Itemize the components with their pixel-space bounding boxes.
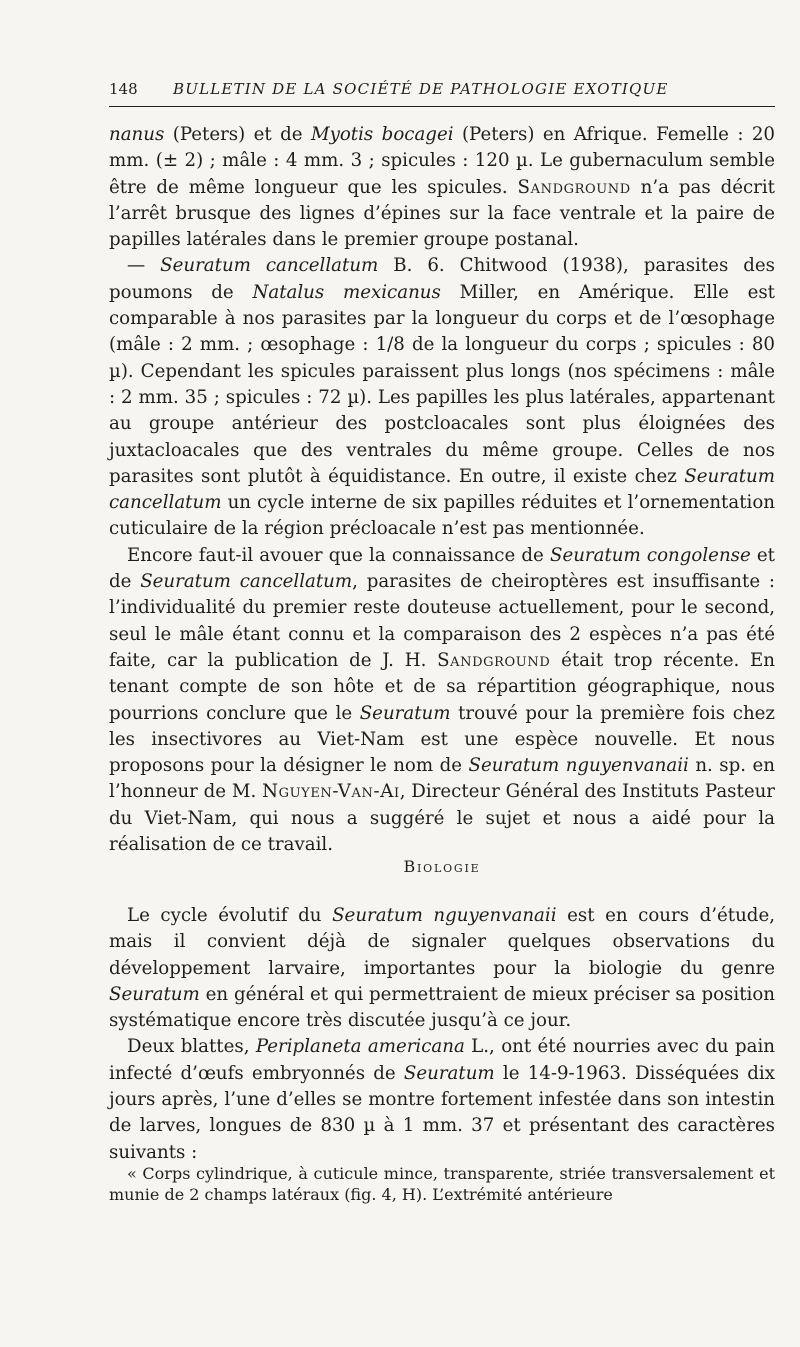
text-span: un cycle interne de six papilles réduites et l’ornementation cuticulaire de la région précloacale n’est pas mentionnée. bbox=[109, 492, 775, 540]
text-span: (Peters) et de bbox=[164, 124, 311, 145]
italic-span: Seuratum bbox=[109, 983, 200, 1005]
text-span: n. sp. en l’honneur de M. bbox=[109, 755, 776, 803]
text-span: Deux blattes, bbox=[127, 1036, 256, 1058]
text-span: — bbox=[127, 255, 161, 277]
quote-block bbox=[109, 1163, 775, 1205]
paragraph-continuation bbox=[109, 122, 775, 253]
text-span: était trop récente. En tenant compte de son hôte et de sa répartition géographique, nous pourrions conclure que le bbox=[109, 649, 775, 724]
text-span: Encore faut-il avouer que la connaissance de bbox=[127, 544, 550, 566]
text-span: L., ont été nourries avec du pain infecté d’œufs embryonnés de bbox=[109, 1036, 775, 1084]
text-span: (Peters) en Afrique. Femelle : 20 mm. (± 2) ; mâle : 4 mm. 3 ; spicules : 120 µ. Le gubernaculum semble être de même longueur que les spicules. bbox=[109, 124, 776, 198]
italic-span: Seuratum nguyenvanaii bbox=[468, 755, 689, 777]
person-name: Nguyen-Van-Ai bbox=[262, 781, 400, 803]
text-span: , parasites de cheiroptères est insuffisante : l’individualité du premier reste douteuse actuellement, pour le second, seul le mâle étant connu et la comparaison des 2 espèces n’a pas été faite, car la publication de J. H. bbox=[109, 571, 775, 671]
paragraph-blattes bbox=[109, 1034, 775, 1165]
body-text-biologie bbox=[109, 903, 775, 1166]
italic-span: Seuratum bbox=[359, 702, 451, 724]
italic-span: Seuratum congolense bbox=[550, 544, 751, 566]
paragraph-conclusion bbox=[109, 543, 775, 859]
text-span: Miller, en Amérique. Elle est comparable à nos parasites par la longueur du corps et de l’œsophage (mâle : 2 mm. ; œsophage : 1/8 de la longueur du corps ; spicules : 80 µ). Cependant les spicules paraissent plus longs (nos spécimens : mâle : 2 mm. 35 ; spicules : 72 µ). Les papilles les plus latérales, appartenant au groupe antérieur des postcloacales sont plus éloignées des juxtacloacales que des ventrales du même groupe. Celles de nos parasites sont plutôt à équidistance. En outre, il existe chez bbox=[109, 281, 775, 487]
text-span: n’a pas décrit l’arrêt brusque des lignes d’épines sur la face ventrale et la paire de papilles latérales dans le premier groupe postanal. bbox=[109, 176, 775, 251]
text-span: le 14-9-1963. Disséquées dix jours après, l’une d’elles se montre fortement infestée dans son intestin de larves, longues de 830 µ à 1 mm. 37 et présentant des caractères suivants : bbox=[109, 1062, 775, 1163]
text-span: est en cours d’étude, mais il convient déjà de signaler quelques observations du développement larvaire, importantes pour la biologie du genre bbox=[109, 905, 775, 979]
quote-text: « Corps cylindrique, à cuticule mince, transparente, striée transversalement et munie de 2 champs latéraux (fig. 4, H). L’extrémité antérieure bbox=[109, 1164, 775, 1204]
text-span: , Directeur Général des Instituts Pasteur du Viet-Nam, qui nous a suggéré le sujet et nous a aidé pour la réalisation de ce travail. bbox=[109, 781, 775, 856]
italic-span: Seuratum cancellatum bbox=[109, 465, 775, 514]
text-span: Le cycle évolutif du bbox=[127, 905, 333, 926]
italic-span: Natalus mexicanus bbox=[252, 281, 441, 303]
paragraph-cycle bbox=[109, 903, 775, 1034]
text-span: en général et qui permettraient de mieux préciser sa position systématique encore très discutée jusqu’à ce jour. bbox=[109, 983, 775, 1032]
paragraph-cancellatum bbox=[109, 253, 775, 542]
section-heading: Biologie bbox=[403, 857, 481, 876]
italic-span: Myotis bocagei bbox=[310, 124, 454, 145]
author-name: Sandground bbox=[437, 649, 551, 671]
italic-span: Seuratum bbox=[403, 1062, 495, 1084]
page-header bbox=[109, 80, 775, 102]
italic-span: Seuratum nguyenvanaii bbox=[332, 905, 557, 926]
text-span: et de bbox=[109, 544, 775, 593]
body-text-top bbox=[109, 122, 775, 858]
header-rule bbox=[109, 106, 775, 107]
text-span: B. 6. Chitwood (1938), parasites des poumons de bbox=[109, 255, 775, 303]
running-title: BULLETIN DE LA SOCIÉTÉ DE PATHOLOGIE EXOTIQUE bbox=[173, 80, 669, 98]
italic-span: Periplaneta americana bbox=[255, 1036, 465, 1058]
page-number: 148 bbox=[109, 80, 138, 98]
italic-span: nanus bbox=[109, 124, 165, 145]
italic-span: Seuratum cancellatum bbox=[140, 571, 353, 593]
author-name: Sandground bbox=[517, 176, 631, 198]
text-span: trouvé pour la première fois chez les insectivores au Viet-Nam est une espèce nouvelle. Et nous proposons pour la désigner le nom de bbox=[109, 702, 776, 777]
italic-span: Seuratum cancellatum bbox=[160, 255, 379, 277]
